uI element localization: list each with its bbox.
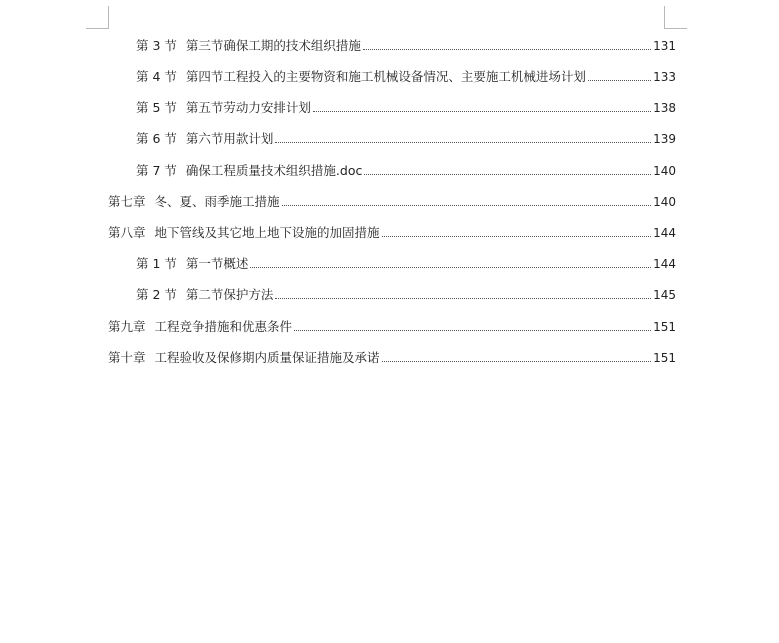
toc-entry-page-number: 140 xyxy=(653,164,676,178)
toc-entry-number: 第七章 xyxy=(108,194,146,209)
toc-entry-title: 工程竞争措施和优惠条件 xyxy=(154,319,293,334)
toc-entry-number: 第 7 节 xyxy=(136,163,177,178)
toc-entry[interactable] xyxy=(108,346,676,366)
toc-entry-page-number: 131 xyxy=(653,39,676,53)
toc-entry-page-number: 144 xyxy=(653,257,676,271)
toc-entry-title: 第四节工程投入的主要物资和施工机械设备情况、主要施工机械进场计划 xyxy=(185,69,586,84)
toc-entry-title: 确保工程质量技术组织措施.doc xyxy=(185,163,363,178)
toc-entry-number: 第 6 节 xyxy=(136,131,177,146)
toc-entry-number: 第 3 节 xyxy=(136,38,177,53)
toc-entry[interactable] xyxy=(136,34,676,54)
toc-dot-leader xyxy=(250,267,651,268)
toc-entry-title: 第五节劳动力安排计划 xyxy=(185,100,311,115)
toc-entry[interactable] xyxy=(136,252,676,272)
toc-entry-page-number: 138 xyxy=(653,101,676,115)
toc-entry-title: 冬、夏、雨季施工措施 xyxy=(154,194,280,209)
toc-entry-page-number: 151 xyxy=(653,351,676,365)
toc-entry-number: 第 5 节 xyxy=(136,100,177,115)
toc-entry[interactable] xyxy=(136,127,676,147)
toc-entry[interactable] xyxy=(108,190,676,210)
toc-entry-number: 第 2 节 xyxy=(136,287,177,302)
toc-dot-leader xyxy=(382,236,652,237)
toc-entry-number: 第八章 xyxy=(108,225,146,240)
toc-entry-title: 工程验收及保修期内质量保证措施及承诺 xyxy=(154,350,380,365)
toc-entry[interactable] xyxy=(136,96,676,116)
toc-dot-leader xyxy=(382,361,652,362)
toc-entry-page-number: 139 xyxy=(653,132,676,146)
toc-entry-page-number: 144 xyxy=(653,226,676,240)
toc-entry[interactable] xyxy=(136,65,676,85)
toc-entry-title: 第三节确保工期的技术组织措施 xyxy=(185,38,361,53)
toc-entry-number: 第 1 节 xyxy=(136,256,177,271)
toc-entry[interactable] xyxy=(108,221,676,241)
toc-dot-leader xyxy=(294,330,651,331)
toc-entry-page-number: 151 xyxy=(653,320,676,334)
page-corner-mark-right xyxy=(664,6,687,29)
toc-entry-number: 第九章 xyxy=(108,319,146,334)
toc-entry-title: 地下管线及其它地上地下设施的加固措施 xyxy=(154,225,380,240)
toc-entry-title: 第一节概述 xyxy=(185,256,249,271)
toc-entry-number: 第十章 xyxy=(108,350,146,365)
toc-entry[interactable] xyxy=(108,315,676,335)
toc-dot-leader xyxy=(275,298,651,299)
toc-dot-leader xyxy=(275,142,651,143)
toc-dot-leader xyxy=(364,174,651,175)
toc-entry-page-number: 140 xyxy=(653,195,676,209)
toc-entry-title: 第六节用款计划 xyxy=(185,131,274,146)
toc-entry-page-number: 145 xyxy=(653,288,676,302)
toc-dot-leader xyxy=(282,205,652,206)
toc-entry[interactable] xyxy=(136,159,676,179)
toc-entry-title: 第二节保护方法 xyxy=(185,287,274,302)
page-corner-mark-left xyxy=(86,6,109,29)
toc-entry-page-number: 133 xyxy=(653,70,676,84)
toc-entry[interactable] xyxy=(136,283,676,303)
toc-dot-leader xyxy=(363,49,651,50)
toc-dot-leader xyxy=(313,111,651,112)
toc-entry-number: 第 4 节 xyxy=(136,69,177,84)
toc-dot-leader xyxy=(588,80,651,81)
